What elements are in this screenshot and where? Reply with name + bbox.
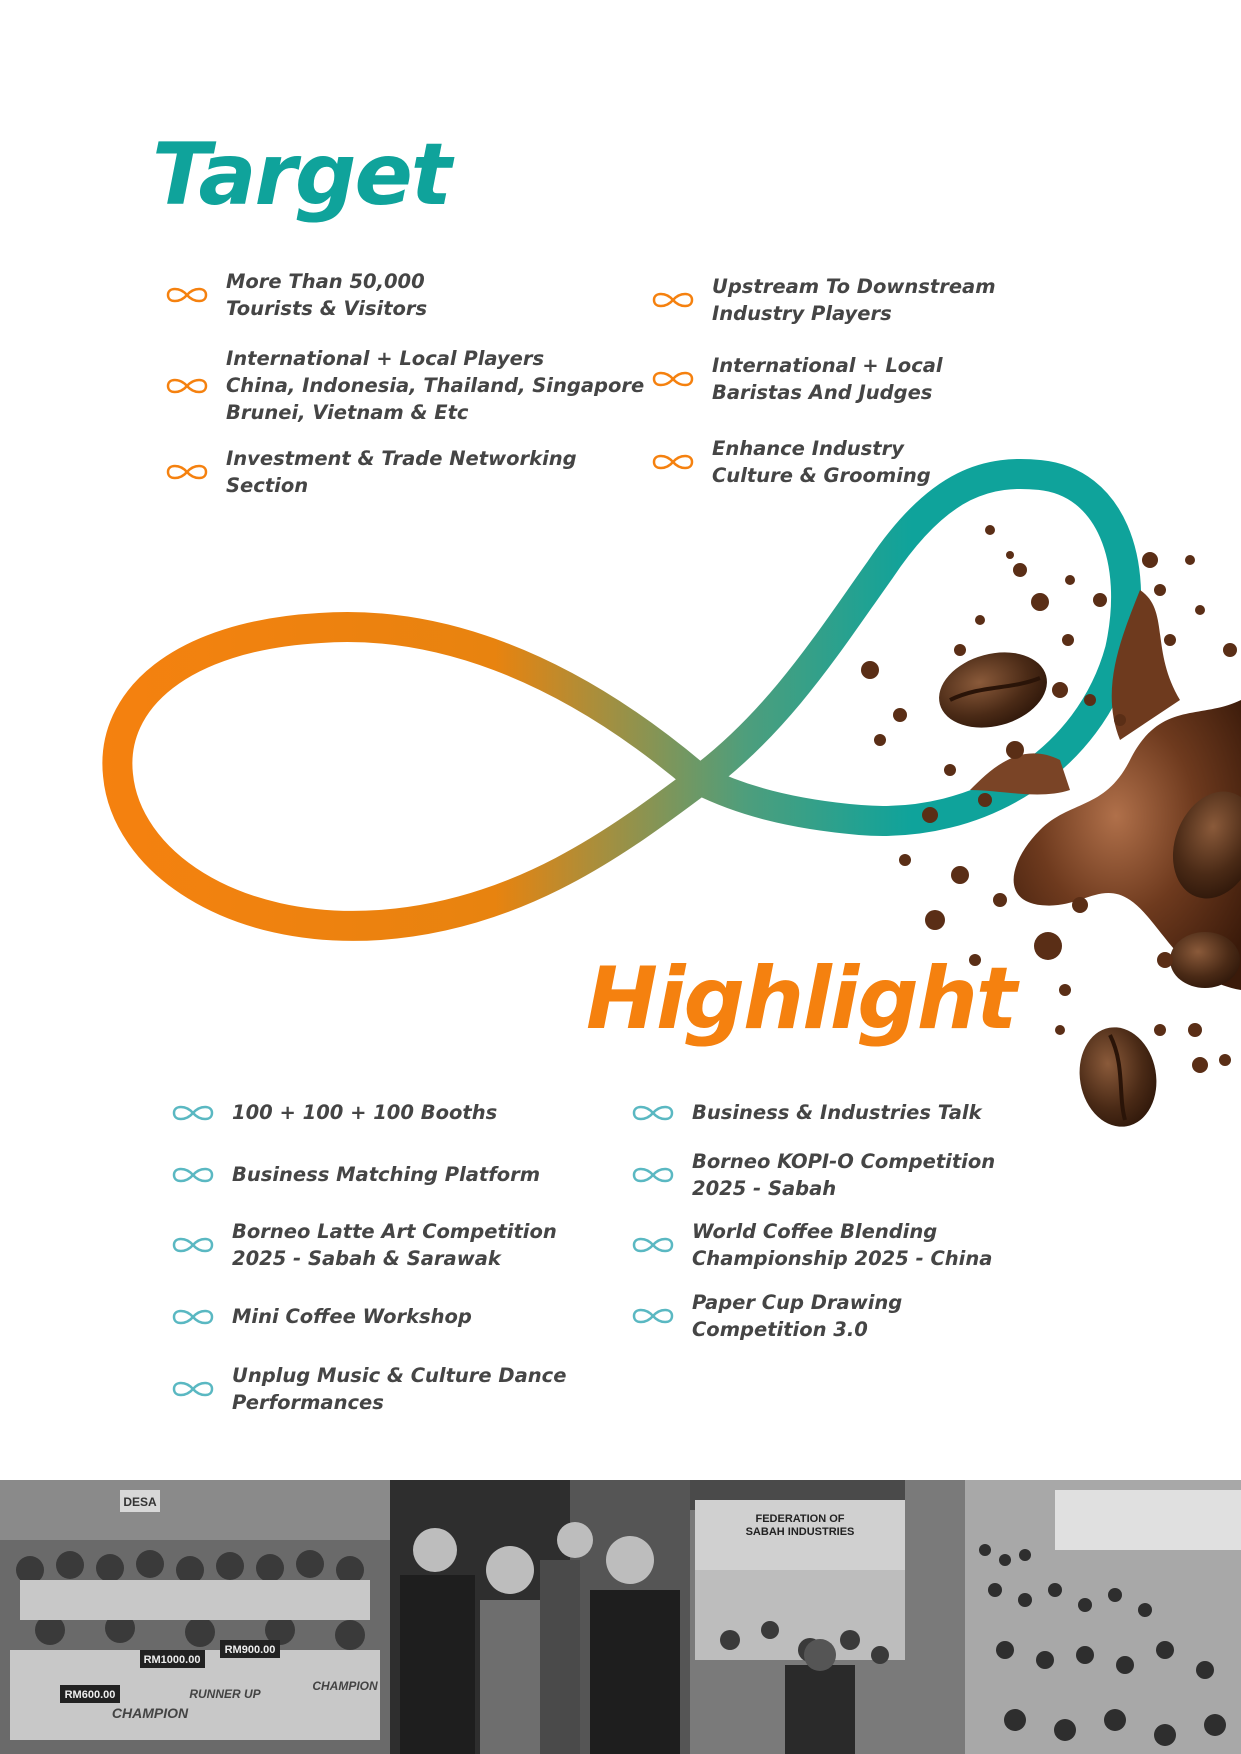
- infinity-icon: [170, 1164, 216, 1186]
- list-item-text: International + Local Baristas And Judges: [712, 354, 943, 404]
- list-item: [630, 1218, 992, 1272]
- infinity-icon: [170, 1234, 216, 1256]
- infinity-icon: [170, 1102, 216, 1124]
- list-item: [650, 273, 996, 327]
- infinity-icon: [650, 368, 696, 390]
- infinity-icon: [170, 1306, 216, 1328]
- list-item: [164, 445, 577, 499]
- infinity-icon: [630, 1234, 676, 1256]
- list-item-text: Borneo KOPI-O Competition 2025 - Sabah: [692, 1150, 996, 1200]
- infinity-icon: [630, 1164, 676, 1186]
- board-text: RM1000.00: [143, 1654, 201, 1666]
- infinity-icon: [164, 461, 210, 483]
- list-item: [170, 1218, 557, 1272]
- board-text: CHAMPION: [111, 1705, 189, 1721]
- list-item: [630, 1148, 995, 1202]
- banner-text: DESA: [123, 1495, 157, 1509]
- officials-handshake-photo: [390, 1480, 690, 1754]
- banner-text: FEDERATION OF SABAH INDUSTRIES: [745, 1513, 855, 1539]
- list-item-text: Investment & Trade Networking Section: [226, 447, 577, 497]
- list-item-text: Paper Cup Drawing Competition 3.0: [692, 1291, 903, 1341]
- target-heading: Target: [152, 125, 450, 225]
- highlight-heading: Highlight: [586, 949, 1016, 1049]
- list-item-text: Business Matching Platform: [232, 1163, 541, 1186]
- list-item: [630, 1289, 902, 1343]
- board-text: RM900.00: [224, 1644, 276, 1656]
- sabah-industries-booth-photo: [690, 1480, 905, 1754]
- board-text: RM600.00: [64, 1689, 116, 1701]
- infinity-icon: [630, 1305, 676, 1327]
- infinity-icon: [630, 1102, 676, 1124]
- list-item-text: Business & Industries Talk: [692, 1101, 982, 1124]
- infinity-icon: [164, 284, 210, 306]
- list-item-text: Enhance Industry Culture & Grooming: [712, 437, 931, 487]
- infinity-icon: [650, 289, 696, 311]
- list-item-text: More Than 50,000 Tourists & Visitors: [226, 270, 428, 320]
- list-item: [630, 1099, 982, 1126]
- list-item: [170, 1362, 566, 1416]
- list-item-text: International + Local Players China, Indonesia, Thailand, Singapore Brunei, Vietnam & Etc: [226, 347, 645, 424]
- infinity-icon: [170, 1378, 216, 1400]
- list-item-text: Borneo Latte Art Competition 2025 - Sabah & Sarawak: [232, 1220, 557, 1270]
- list-item-text: World Coffee Blending Championship 2025 - China: [692, 1220, 993, 1270]
- infinity-icon: [650, 451, 696, 473]
- list-item: [164, 345, 644, 426]
- list-item-text: Upstream To Downstream Industry Players: [712, 275, 996, 325]
- infinity-icon: [164, 375, 210, 397]
- board-text: CHAMPION: [312, 1679, 378, 1693]
- list-item: [650, 352, 943, 406]
- list-item: [170, 1161, 540, 1188]
- list-item-text: Unplug Music & Culture Dance Performances: [232, 1364, 567, 1414]
- list-item-text: Mini Coffee Workshop: [232, 1305, 472, 1328]
- list-item: [170, 1099, 497, 1126]
- champions-group-photo: [0, 1480, 390, 1754]
- list-item-text: 100 + 100 + 100 Booths: [232, 1101, 498, 1124]
- list-item: [164, 268, 427, 322]
- list-item: [170, 1303, 472, 1330]
- list-item: [650, 435, 931, 489]
- board-text: RUNNER UP: [189, 1687, 261, 1701]
- exhibition-crowd-photo: [905, 1480, 1241, 1754]
